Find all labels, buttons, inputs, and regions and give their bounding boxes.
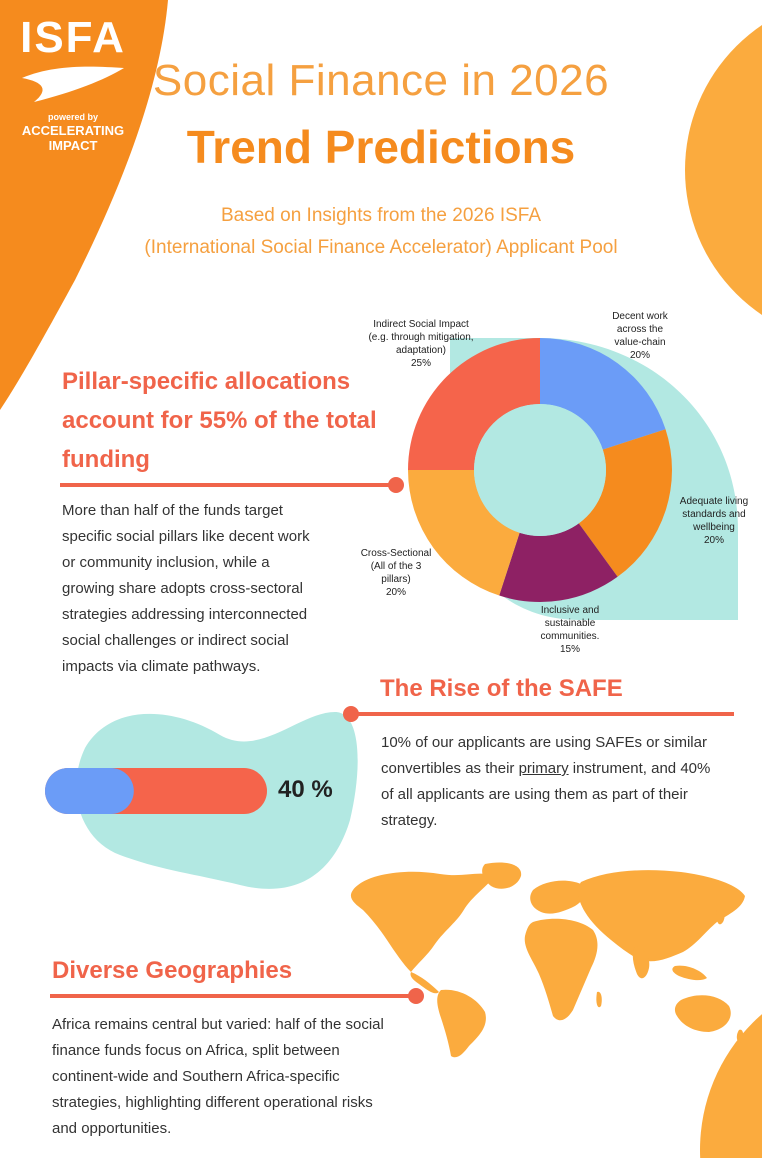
- page-subtitle: [0, 200, 762, 264]
- pillar-heading-line3: funding: [62, 446, 150, 473]
- pie-label-line: communities.: [540, 631, 600, 642]
- pie-label-line: wellbeing: [693, 522, 735, 533]
- safe-body-line: [381, 756, 741, 782]
- progress-fill: [45, 768, 134, 814]
- safe-emphasis: primary: [518, 760, 569, 777]
- subtitle-line2: (International Social Finance Accelerator) Applicant Pool: [144, 237, 618, 258]
- safe-progress-bar: [45, 768, 270, 814]
- pie-label-line: standards and: [682, 509, 746, 520]
- pillar-body-line: specific social pillars like decent work: [62, 528, 310, 545]
- geo-divider: [50, 986, 430, 1006]
- page-title-emphasis: Trend Predictions: [186, 121, 576, 173]
- pie-label-line: Decent work: [612, 311, 668, 322]
- pillar-body-line: More than half of the funds target: [62, 502, 283, 519]
- progress-value-label: 40 %: [278, 776, 333, 803]
- safe-body-line: 10% of our applicants are using SAFEs or similar: [381, 734, 707, 751]
- pie-label-line: across the: [616, 324, 664, 335]
- pillar-body: [62, 498, 362, 680]
- pie-label-line: adaptation): [395, 345, 447, 356]
- pillar-body-line: impacts via climate pathways.: [62, 658, 261, 675]
- pillar-heading-line2: account for 55% of the total: [62, 407, 377, 434]
- logo-org-line1: ACCELERATING: [21, 123, 125, 138]
- pie-label-value: 15%: [559, 644, 580, 655]
- geo-body-line: Africa remains central but varied: half of the social: [52, 1016, 384, 1033]
- pie-label-line: value-chain: [614, 337, 666, 348]
- pie-label-line: Adequate living: [679, 496, 749, 507]
- geo-body-line: finance funds focus on Africa, split between: [52, 1042, 340, 1059]
- pie-label-value: 25%: [410, 358, 431, 369]
- pie-label-cross-sectional: [340, 547, 452, 599]
- pie-label-indirect: [340, 318, 502, 370]
- pie-label-value: 20%: [703, 535, 724, 546]
- pillar-body-line: social challenges or indirect social: [62, 632, 289, 649]
- donut-hole: [474, 404, 606, 536]
- geo-body-line: continent-wide and Southern Africa-specific: [52, 1068, 340, 1085]
- geo-body-line: strategies, highlighting different operational risks: [52, 1094, 373, 1111]
- safe-text: instrument, and 40%: [568, 760, 711, 777]
- pie-label-line: pillars): [381, 574, 411, 585]
- pie-label-line: sustainable: [544, 618, 596, 629]
- pillar-divider: [60, 475, 410, 495]
- pillar-heading: [62, 362, 377, 479]
- pie-label-inclusive: [515, 604, 625, 656]
- safe-heading: The Rise of the SAFE: [380, 675, 623, 702]
- geo-body-line: and opportunities.: [52, 1120, 172, 1137]
- safe-body-line: strategy.: [381, 812, 438, 829]
- pie-label-value: 20%: [629, 350, 650, 361]
- safe-text: convertibles as their: [381, 760, 519, 777]
- safe-body-line: of all applicants are using them as part of their: [381, 786, 688, 803]
- pillar-body-line: growing share adopts cross-sectoral: [62, 580, 303, 597]
- logo-brand: ISFA: [20, 13, 126, 62]
- safe-body: [381, 730, 741, 834]
- logo-org-line2: IMPACT: [48, 138, 98, 153]
- pillar-body-line: strategies addressing interconnected: [62, 606, 308, 623]
- pie-label-living-standards: [668, 495, 760, 547]
- pie-label-decent-work: [570, 310, 710, 362]
- page-title: Social Finance in 2026: [152, 56, 610, 105]
- geo-body: [52, 1012, 412, 1142]
- pie-label-line: Cross-Sectional: [360, 548, 432, 559]
- safe-divider: [340, 704, 740, 724]
- subtitle-line1: Based on Insights from the 2026 ISFA: [220, 205, 542, 226]
- pie-label-line: (e.g. through mitigation,: [368, 332, 474, 343]
- pillar-heading-line1: Pillar-specific allocations: [62, 368, 351, 395]
- logo-powered-by: powered by: [47, 112, 98, 122]
- pie-label-line: Inclusive and: [540, 605, 600, 616]
- pie-label-value: 20%: [385, 587, 406, 598]
- pillar-body-line: or community inclusion, while a: [62, 554, 270, 571]
- pie-label-line: Indirect Social Impact: [373, 319, 469, 330]
- pie-label-line: (All of the 3: [370, 561, 422, 572]
- geo-heading: Diverse Geographies: [52, 957, 293, 984]
